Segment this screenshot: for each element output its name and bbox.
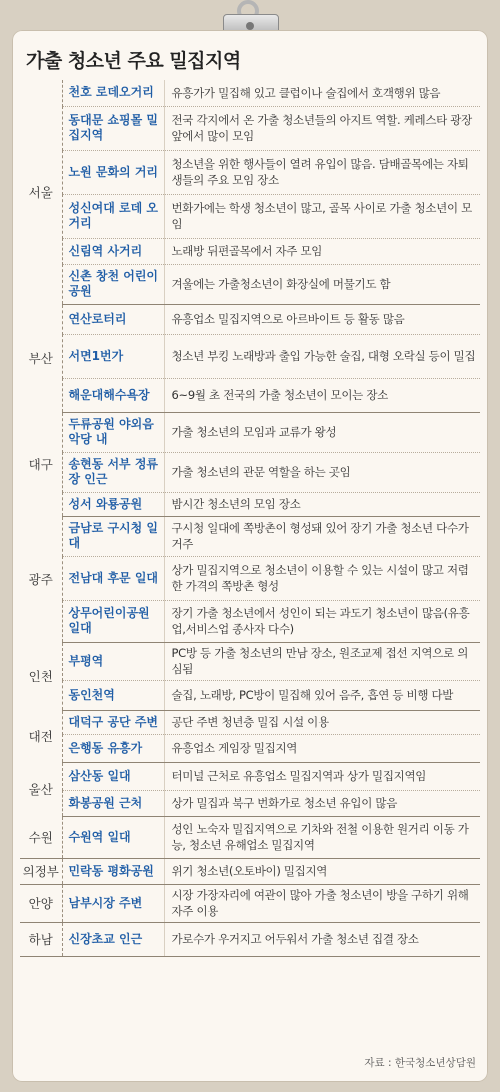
place-description: 전국 각지에서 온 가출 청소년들의 아지트 역할. 케레스타 광장 앞에서 많이 모임 (164, 106, 480, 150)
table-row (20, 80, 480, 106)
table-row (20, 858, 480, 884)
place-description: 유흥가가 밀집해 있고 클럽이나 술집에서 호객행위 많음 (164, 80, 480, 106)
place-description: 성인 노숙자 밀집지역으로 기차와 전철 이용한 원거리 이동 가능, 청소년 유해업소 밀집지역 (164, 816, 480, 858)
place-description: 유흥업소 밀집지역으로 아르바이트 등 활동 많음 (164, 304, 480, 334)
place-description: 술집, 노래방, PC방이 밀집해 있어 음주, 흡연 등 비행 다발 (164, 680, 480, 710)
region-name: 대전 (20, 710, 62, 762)
table-row (20, 194, 480, 238)
table-row (20, 106, 480, 150)
place-description: 노래방 뒤편골목에서 자주 모임 (164, 238, 480, 264)
place-description: 겨울에는 가출청소년이 화장실에 머물기도 함 (164, 264, 480, 304)
place-name: 남부시장 주변 (62, 884, 164, 922)
table-row (20, 762, 480, 790)
table-row (20, 734, 480, 762)
place-description: 6~9월 초 전국의 가출 청소년이 모이는 장소 (164, 378, 480, 412)
table-row (20, 680, 480, 710)
table-row (20, 150, 480, 194)
table-row (20, 264, 480, 304)
place-name: 연산로터리 (62, 304, 164, 334)
table-row (20, 642, 480, 680)
place-description: 청소년을 위한 행사들이 열려 유입이 많음. 담배골목에는 자퇴생들의 주요 모임 장소 (164, 150, 480, 194)
place-description: PC방 등 가출 청소년의 만남 장소, 원조교제 접선 지역으로 의심됨 (164, 642, 480, 680)
place-description: 터미널 근처로 유흥업소 밀집지역과 상가 밀집지역임 (164, 762, 480, 790)
place-name: 부평역 (62, 642, 164, 680)
place-description: 상가 밀집과 북구 번화가로 청소년 유입이 많음 (164, 790, 480, 816)
place-name: 금남로 구시청 일대 (62, 516, 164, 556)
place-name: 천호 로데오거리 (62, 80, 164, 106)
place-name: 송현동 서부 정류장 인근 (62, 452, 164, 492)
region-name: 안양 (20, 884, 62, 922)
place-description: 가로수가 우거지고 어두워서 가출 청소년 집결 장소 (164, 922, 480, 956)
table-row (20, 922, 480, 956)
place-name: 화봉공원 근처 (62, 790, 164, 816)
table-row (20, 556, 480, 600)
place-description: 번화가에는 학생 청소년이 많고, 골목 사이로 가출 청소년이 모임 (164, 194, 480, 238)
place-name: 해운대해수욕장 (62, 378, 164, 412)
place-description: 구시청 일대에 쪽방촌이 형성돼 있어 장기 가출 청소년 다수가 거주 (164, 516, 480, 556)
hotspot-table (20, 80, 480, 957)
place-name: 은행동 유흥가 (62, 734, 164, 762)
clip-hole (246, 22, 254, 30)
place-name: 상무어린이공원 일대 (62, 600, 164, 642)
place-name: 성서 와룡공원 (62, 492, 164, 516)
region-name: 서울 (20, 80, 62, 304)
region-name: 인천 (20, 642, 62, 710)
table-body (20, 80, 480, 956)
place-description: 유흥업소 게임장 밀집지역 (164, 734, 480, 762)
table-row (20, 884, 480, 922)
clipboard-board (12, 30, 488, 1082)
table-row (20, 492, 480, 516)
table-row (20, 790, 480, 816)
place-description: 위기 청소년(오토바이) 밀집지역 (164, 858, 480, 884)
region-name: 수원 (20, 816, 62, 858)
place-name: 동인천역 (62, 680, 164, 710)
table-row (20, 452, 480, 492)
place-description: 공단 주변 청년층 밀집 시설 이용 (164, 710, 480, 734)
source-note: 자료 : 한국청소년상담원 (364, 1057, 476, 1069)
table-row (20, 600, 480, 642)
table-row (20, 412, 480, 452)
place-description: 밤시간 청소년의 모임 장소 (164, 492, 480, 516)
place-name: 서면1번가 (62, 334, 164, 378)
place-name: 전남대 후문 일대 (62, 556, 164, 600)
table-row (20, 238, 480, 264)
place-name: 민락동 평화공원 (62, 858, 164, 884)
place-description: 청소년 부킹 노래방과 출입 가능한 술집, 대형 오락실 등이 밀집 (164, 334, 480, 378)
table-row (20, 516, 480, 556)
table-row (20, 334, 480, 378)
page-title: 가출 청소년 주요 밀집지역 (26, 50, 241, 72)
region-name: 의정부 (20, 858, 62, 884)
region-name: 부산 (20, 304, 62, 412)
place-description: 가출 청소년의 관문 역할을 하는 곳임 (164, 452, 480, 492)
place-name: 동대문 쇼핑몰 밀집지역 (62, 106, 164, 150)
place-description: 가출 청소년의 모임과 교류가 왕성 (164, 412, 480, 452)
place-name: 수원역 일대 (62, 816, 164, 858)
place-name: 성신여대 로데 오거리 (62, 194, 164, 238)
region-name: 광주 (20, 516, 62, 642)
table-row (20, 304, 480, 334)
place-name: 삼산동 일대 (62, 762, 164, 790)
place-name: 노원 문화의 거리 (62, 150, 164, 194)
place-name: 신장초교 인근 (62, 922, 164, 956)
place-name: 대덕구 공단 주변 (62, 710, 164, 734)
place-name: 신림역 사거리 (62, 238, 164, 264)
table-row (20, 816, 480, 858)
region-name: 하남 (20, 922, 62, 956)
place-name: 신촌 창천 어린이공원 (62, 264, 164, 304)
place-description: 시장 가장자리에 여관이 많아 가출 청소년이 방을 구하기 위해 자주 이용 (164, 884, 480, 922)
table-row (20, 710, 480, 734)
region-name: 울산 (20, 762, 62, 816)
place-name: 두류공원 야외음악당 내 (62, 412, 164, 452)
place-description: 상가 밀집지역으로 청소년이 이용할 수 있는 시설이 많고 저렴한 가격의 쪽방촌 형성 (164, 556, 480, 600)
place-description: 장기 가출 청소년에서 성인이 되는 과도기 청소년이 많음(유흥업,서비스업 종사자 다수) (164, 600, 480, 642)
region-name: 대구 (20, 412, 62, 516)
table-row (20, 378, 480, 412)
